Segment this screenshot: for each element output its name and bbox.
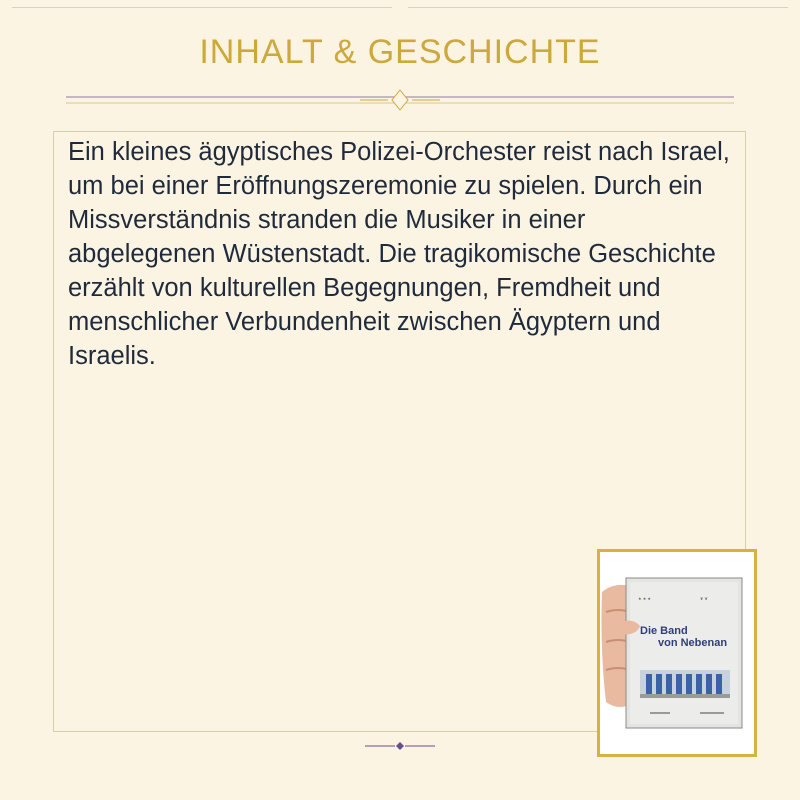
top-frame-line-left xyxy=(12,7,392,8)
cover-title-line2: von Nebenan xyxy=(658,637,728,649)
ornament-diamond-icon xyxy=(396,742,404,750)
story-text: Ein kleines ägyptisches Polizei-Orchester reist nach Israel, um bei einer Eröffnungszeremonie zu spielen. Durch ein Missverständnis stranden die Musiker in einer abgelegenen Wüstenstadt. Die tragikomische Geschichte erzählt von kulturellen Begegnungen, Fremdheit und menschlicher Verbundenheit zwischen Ägyptern und Israelis. xyxy=(68,138,730,370)
cover-title-line1: Die Band xyxy=(640,625,688,637)
page-title: INHALT & GESCHICHTE xyxy=(199,33,601,71)
svg-text:❦ ❦: ❦ ❦ xyxy=(700,596,708,601)
title-divider xyxy=(66,88,734,112)
dvd-photo xyxy=(597,549,757,757)
svg-text:★ ★ ★: ★ ★ ★ xyxy=(638,596,651,601)
dvd-cover-image xyxy=(600,552,754,754)
divider-diamond-icon xyxy=(392,90,408,110)
bottom-ornament xyxy=(365,738,435,754)
top-frame-line-right xyxy=(408,7,788,8)
